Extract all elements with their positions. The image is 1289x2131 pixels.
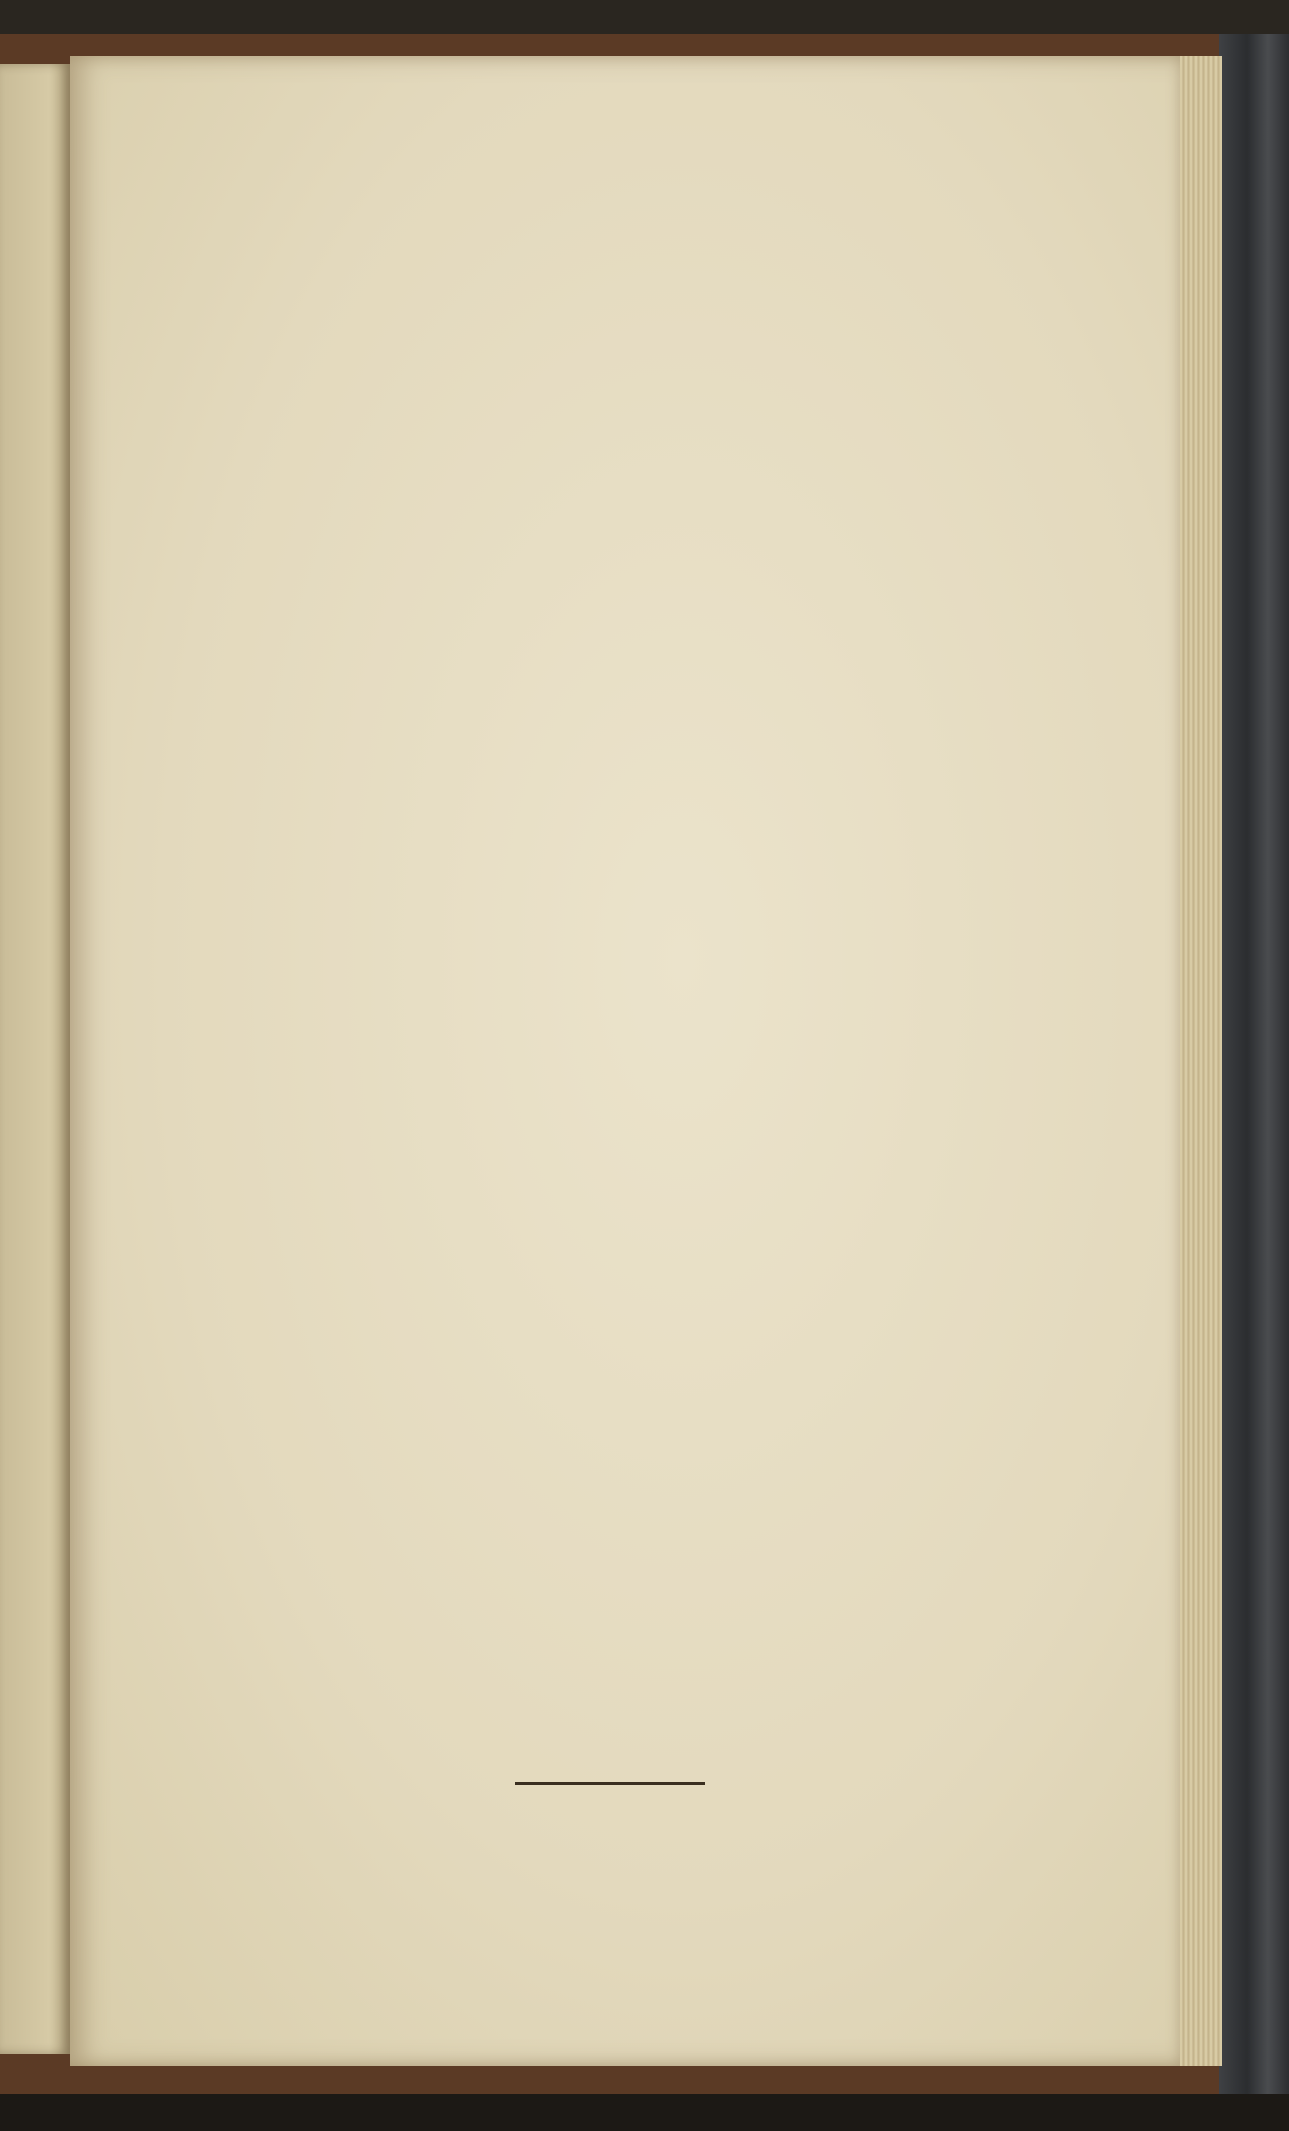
left-page-edge bbox=[0, 64, 70, 2054]
book-cover-right bbox=[1219, 34, 1289, 2094]
section-rule bbox=[515, 1782, 705, 1785]
book-page bbox=[70, 56, 1184, 2066]
page-stack-edge bbox=[1180, 56, 1222, 2066]
